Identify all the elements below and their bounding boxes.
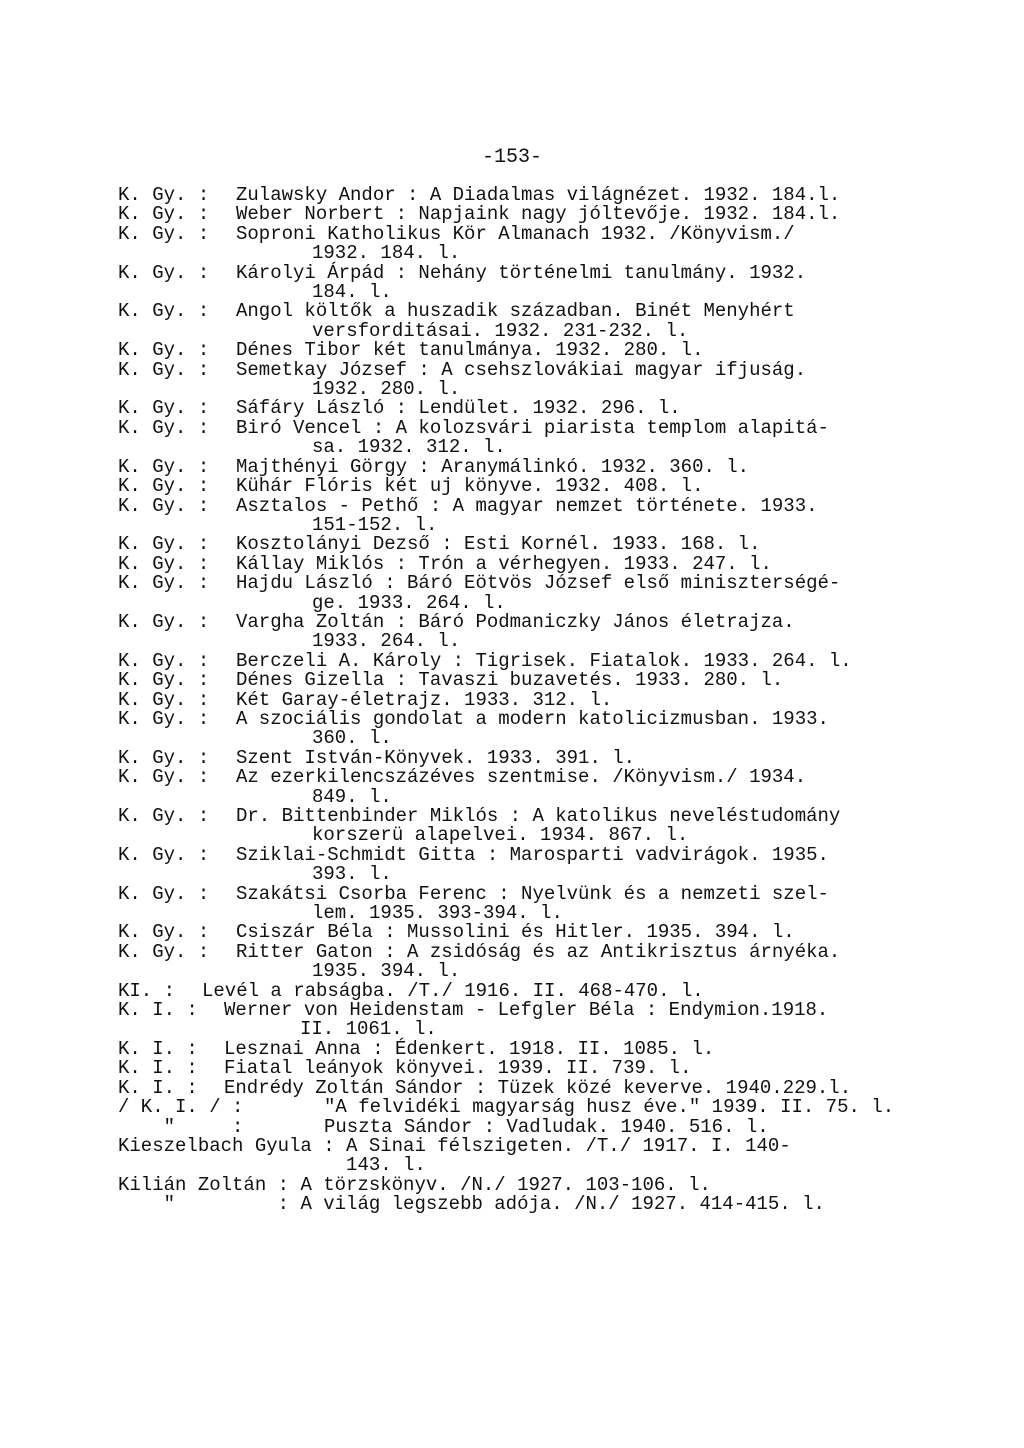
entry-prefix: K. Gy. : <box>118 688 221 711</box>
entry-text <box>236 222 948 265</box>
entry-main-line: Az ezerkilencszázéves szentmise. /Könyvism./ 1934. <box>236 766 807 789</box>
entry-continuation-line: lem. 1935. 393-394. l. <box>312 902 563 925</box>
bibliography-entry <box>118 494 948 536</box>
entry-main-line: Levél a rabságba. /T./ 1916. II. 468-470. l. <box>202 979 704 1002</box>
entry-prefix: K. Gy. : <box>118 261 221 284</box>
entry-prefix: " : <box>118 1115 255 1138</box>
bibliography-entry <box>118 1001 948 1040</box>
entry-continuation-line: 1933. 264. l. <box>312 630 461 653</box>
entry-main-line: Károlyi Árpád : Nehány történelmi tanulmány. 1932. <box>236 261 807 284</box>
entry-main-line: A szociális gondolat a modern katolicizmusban. 1933. <box>236 707 829 730</box>
entry-text <box>236 302 948 341</box>
entry-prefix: K. Gy. : <box>118 649 221 672</box>
entry-main-line: Sáfáry László : Lendület. 1932. 296. l. <box>236 397 681 420</box>
entry-main-line: Kühár Flóris két uj könyve. 1932. 408. l. <box>236 475 704 498</box>
entry-text <box>236 843 948 886</box>
bibliography-entry <box>118 882 948 925</box>
entry-prefix: K. Gy. : <box>118 184 221 206</box>
entry-continuation-line: ge. 1933. 264. l. <box>312 591 506 614</box>
entry-prefix: K. Gy. : <box>118 746 221 769</box>
entry-main-line: A törzskönyv. /N./ 1927. 103-106. l. <box>300 1173 711 1196</box>
entry-text <box>236 494 948 536</box>
entry-main-line: Angol költők a huszadik században. Binét Menyhért <box>236 300 795 323</box>
bibliography-entry <box>118 574 948 613</box>
entry-prefix: KI. : <box>118 979 187 1002</box>
entry-text <box>346 1134 948 1177</box>
bibliography-entry <box>118 358 948 401</box>
entry-prefix: K. I. : <box>118 999 210 1022</box>
entry-main-line: Szent István-Könyvek. 1933. 391. l. <box>236 746 636 769</box>
bibliography-entry <box>118 768 948 807</box>
entry-prefix: K. Gy. : <box>118 358 221 381</box>
entry-main-line: Sziklai-Schmidt Gitta : Marosparti vadvirágok. 1935. <box>236 843 829 866</box>
entry-main-line: A Sinai félszigeten. /T./ 1917. I. 140- <box>346 1134 791 1157</box>
entry-prefix: K. Gy. : <box>118 416 221 439</box>
entry-main-line: Dénes Tibor két tanulmánya. 1932. 280. l. <box>236 339 704 362</box>
entry-text <box>224 1001 948 1040</box>
entry-main-line: Asztalos - Pethő : A magyar nemzet története. 1933. <box>236 494 818 517</box>
entry-prefix: K. Gy. : <box>118 610 221 633</box>
bibliography-entry <box>118 807 948 846</box>
bibliography-entry <box>118 610 948 653</box>
entry-text <box>236 261 948 304</box>
entry-continuation-line: 849. l. <box>312 785 392 808</box>
entry-main-line: A világ legszebb adója. /N./ 1927. 414-415. l. <box>300 1193 825 1216</box>
entry-main-line: Két Garay-életrajz. 1933. 312. l. <box>236 688 613 711</box>
bibliography-entry <box>118 843 948 886</box>
entry-main-line: Szakátsi Csorba Ferenc : Nyelvünk és a nemzeti szel- <box>236 882 829 905</box>
entry-main-line: Dénes Gizella : Tavaszi buzavetés. 1933. 280. l. <box>236 669 784 692</box>
entry-continuation-line: 1932. 280. l. <box>312 378 461 401</box>
entry-main-line: Endrédy Zoltán Sándor : Tüzek közé keverve. 1940.229.l. <box>224 1076 852 1099</box>
entry-prefix: K. Gy. : <box>118 203 221 226</box>
entry-main-line: Fiatal leányok könyvei. 1939. II. 739. l. <box>224 1057 692 1080</box>
entry-continuation-line: sa. 1932. 312. l. <box>312 436 506 459</box>
entry-continuation-line: versforditásai. 1932. 231-232. l. <box>312 319 689 342</box>
page-number: -153- <box>481 146 542 169</box>
entry-prefix: Kieszelbach Gyula : <box>118 1134 347 1157</box>
entry-text <box>236 574 948 613</box>
entry-main-line: Kállay Miklós : Trón a vérhegyen. 1933. 247. l. <box>236 552 772 575</box>
entry-prefix: K. Gy. : <box>118 300 221 323</box>
entry-main-line: Vargha Zoltán : Báró Podmaniczky János életrajza. <box>236 610 795 633</box>
bibliography-list <box>118 186 948 1215</box>
bibliography-entry <box>118 302 948 341</box>
entry-prefix: K. Gy. : <box>118 805 221 827</box>
bibliography-entry <box>118 1134 948 1177</box>
entry-prefix: K. Gy. : <box>118 397 221 420</box>
entry-text <box>236 416 948 459</box>
bibliography-entry <box>118 940 948 983</box>
bibliography-entry <box>118 1195 948 1214</box>
entry-continuation-line: 1932. 184. l. <box>312 242 461 265</box>
entry-main-line: Majthényi Görgy : Aranymálinkó. 1932. 360. l. <box>236 455 750 478</box>
entry-main-line: Werner von Heidenstam - Lefgler Béla : Endymion.1918. <box>224 999 829 1022</box>
entry-main-line: Weber Norbert : Napjaink nagy jóltevője. 1932. 184.l. <box>236 203 841 226</box>
entry-prefix: K. Gy. : <box>118 766 221 789</box>
bibliography-entry <box>118 261 948 304</box>
entry-main-line: Dr. Bittenbinder Miklós : A katolikus neveléstudomány <box>236 805 841 827</box>
entry-prefix: K. Gy. : <box>118 552 221 575</box>
entry-prefix: K. Gy. : <box>118 339 221 362</box>
entry-prefix: K. I. : <box>118 1037 210 1060</box>
entry-text <box>236 358 948 401</box>
entry-prefix: K. Gy. : <box>118 940 221 963</box>
entry-prefix: Kilián Zoltán : <box>118 1173 301 1196</box>
entry-continuation-line: II. 1061. l. <box>300 1018 437 1041</box>
entry-text <box>236 940 948 983</box>
entry-main-line: Zulawsky Andor : A Diadalmas világnézet. 1932. 184.l. <box>236 184 841 206</box>
entry-main-line: Lesznai Anna : Édenkert. 1918. II. 1085. l. <box>224 1037 715 1060</box>
entry-prefix: K. I. : <box>118 1057 210 1080</box>
entry-prefix: K. Gy. : <box>118 572 221 595</box>
entry-main-line: Semetkay József : A csehszlovákiai magyar ifjuság. <box>236 358 807 381</box>
bibliography-entry <box>118 416 948 459</box>
entry-main-line: Biró Vencel : A kolozsvári piarista templom alapitá- <box>236 416 829 439</box>
entry-text <box>236 768 948 807</box>
entry-prefix: K. Gy. : <box>118 475 221 498</box>
entry-prefix: K. Gy. : <box>118 707 221 730</box>
entry-text <box>236 807 948 846</box>
entry-prefix: K. I. : <box>118 1076 210 1099</box>
entry-main-line: Ritter Gaton : A zsidóság és az Antikrisztus árnyéka. <box>236 940 841 963</box>
entry-continuation-line: 184. l. <box>312 281 392 304</box>
entry-main-line: Soproni Katholikus Kör Almanach 1932. /Könyvism./ <box>236 222 795 245</box>
entry-prefix: K. Gy. : <box>118 222 221 245</box>
entry-prefix: K. Gy. : <box>118 843 221 866</box>
entry-continuation-line: 393. l. <box>312 863 392 886</box>
bibliography-entry <box>118 707 948 750</box>
entry-main-line: "A felvidéki magyarság husz éve." 1939. II. 75. l. <box>324 1096 895 1119</box>
entry-prefix: K. Gy. : <box>118 921 221 944</box>
entry-text <box>300 1195 948 1214</box>
entry-main-line: Hajdu László : Báró Eötvös József első miniszterségé- <box>236 572 841 595</box>
bibliography-entry <box>118 222 948 265</box>
entry-prefix: " : <box>118 1193 301 1216</box>
entry-main-line: Berczeli A. Károly : Tigrisek. Fiatalok. 1933. 264. l. <box>236 649 852 672</box>
entry-prefix: K. Gy. : <box>118 455 221 478</box>
entry-text <box>236 610 948 653</box>
entry-prefix: K. Gy. : <box>118 494 221 517</box>
entry-prefix: / K. I. / : <box>118 1096 255 1119</box>
entry-main-line: Puszta Sándor : Vadludak. 1940. 516. l. <box>324 1115 769 1138</box>
entry-prefix: K. Gy. : <box>118 882 221 905</box>
entry-main-line: Kosztolányi Dezső : Esti Kornél. 1933. 168. l. <box>236 533 761 556</box>
entry-continuation-line: 1935. 394. l. <box>312 960 461 983</box>
entry-continuation-line: 151-152. l. <box>312 513 438 536</box>
entry-main-line: Csiszár Béla : Mussolini és Hitler. 1935. 394. l. <box>236 921 795 944</box>
entry-continuation-line: 143. l. <box>346 1154 426 1177</box>
entry-prefix: K. Gy. : <box>118 669 221 692</box>
entry-text <box>236 882 948 925</box>
entry-continuation-line: 360. l. <box>312 727 392 750</box>
entry-text <box>236 707 948 750</box>
entry-prefix: K. Gy. : <box>118 533 221 556</box>
entry-continuation-line: korszerü alapelvei. 1934. 867. l. <box>312 824 689 847</box>
